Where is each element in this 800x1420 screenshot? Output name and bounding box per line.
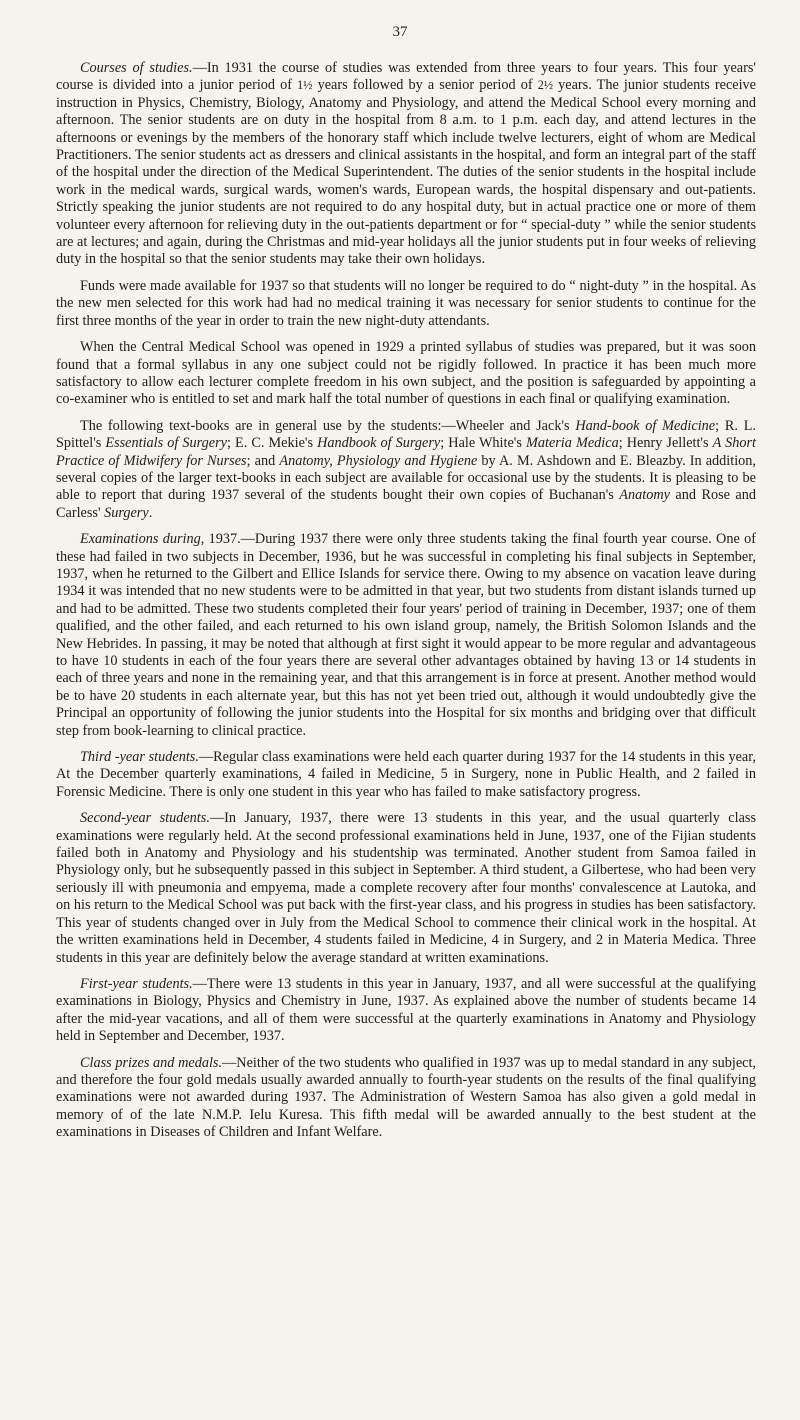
paragraph-first-year: [56, 976, 756, 1046]
text-run: When the Central Medical School was opened in 1929 a printed syllabus of studies was prepared, but it was soon found that a formal syllabus in any one subject could not be rigidly followed. In practice it has been much more satisfactory to allow each lecturer complete freedom in his own subject, and the position is safeguarded by appointing a co-examiner who is entitled to set and mark half the total number of questions in each final or qualifying examination.: [56, 339, 756, 408]
book-title: Anatomy, Physiology and Hygiene: [279, 452, 478, 469]
paragraph-class-prizes: [56, 1055, 756, 1142]
text-run: 1½: [297, 78, 313, 93]
paragraph-funds: [56, 278, 756, 330]
paragraph-heading: Third -year students.: [80, 749, 199, 766]
paragraph-heading: Examinations during: [80, 531, 201, 548]
book-title: Hand-book of Medicine: [575, 417, 716, 434]
paragraph-heading: Courses of studies.: [80, 60, 193, 76]
paragraph-courses: [56, 60, 756, 269]
text-run: —There were 13 students in this year in January, 1937, and all were successful at the qualifying examinations in Biology, Physics and Chemistry in June, 1937. As explained above the number of students became 14 after the mid-year vacations, and all of them were successful at the quarterly examinations in Anatomy and Physiology held in September and December, 1937.: [56, 975, 756, 1045]
text-run: —Neither of the two students who qualified in 1937 was up to medal standard in any subject, and therefore the four gold medals usually awarded annually to fourth-year students on the results of the final qualifying examinations were not awarded during 1937. The Administration of Western Samoa has also given a gold medal in memory of of the late N.M.P. Ielu Kuresa. This fifth medal will be awarded annually to the best student at the examinations in Diseases of Children and Infant Welfare.: [56, 1054, 756, 1141]
text-run: —In 1931 the course of studies was extended from three years to four years. This four years' course is divided into a junior period of: [56, 60, 756, 94]
document-body: [56, 60, 756, 1151]
paragraph-heading: Second-year students.: [80, 810, 210, 827]
book-title: Surgery: [104, 504, 149, 521]
paragraph-heading: Class prizes and medals.: [80, 1054, 223, 1071]
book-title: Anatomy: [619, 487, 670, 504]
text-run: Funds were made available for 1937 so that students will no longer be required to do “ night-duty ” in the hospital. As the new men selected for this work had had no medical training it was necessary for senior students to continue for the first three months of the year in order to train the new night-duty attendants.: [56, 277, 756, 329]
text-run: years. The junior students receive instruction in Physics, Chemistry, Biology, Anatomy and Physiology, and attend the Medical School every morning and afternoon. The senior students are on duty in the hospital from 8 a.m. to 1 p.m. each day, and attend lectures in the afternoons or evenings by the members of the honorary staff which include twelve lecturers, eight of whom are Medical Practitioners. The senior students act as dressers and clinical assistants in the hospital, and form an integral part of the staff of the hospital under the direction of the Medical Superintendent. The duties of the senior students in the hospital include work in the medical wards, surgical wards, women's wards, European wards, the hospital dispensary and out-patients. Strictly speaking the junior students are not required to do any hospital duty, but in actual practice one or more of them volunteer every afternoon for relieving duty in the out-patients department or for “ special-duty ” while the senior students are at lectures; and again, during the Christmas and mid-year holidays all the junior students put in four weeks of relieving duty in the hospital so that the senior students may take their own holidays.: [56, 77, 756, 268]
paragraph-heading: First-year students.: [80, 975, 193, 992]
book-title: A Short Practice of Midwifery for Nurses: [56, 435, 757, 469]
paragraph-second-year: [56, 810, 756, 967]
text-run: years followed by a senior period of: [312, 77, 538, 94]
book-title: Essentials of Surgery: [105, 435, 227, 452]
page-number: 37: [392, 24, 408, 40]
paragraph-central-school: [56, 339, 756, 409]
book-title: Handbook of Surgery: [317, 435, 441, 452]
text-run: and Rose and Carless': [56, 487, 756, 521]
text-run: ; E. C. Mekie's: [227, 435, 318, 452]
text-run: —Regular class examinations were held each quarter during 1937 for the 14 students in this year, At the December quarterly examinations, 4 failed in Medicine, 5 in Surgery, none in Public Health, and 2 failed in Forensic Medicine. There is only one student in this year who has failed to make satisfactory progress.: [56, 749, 756, 800]
paragraph-third-year: [56, 749, 756, 801]
text-run: ; R. L. Spittel's: [56, 417, 756, 452]
text-run: The following text-books are in general use by the students:—Wheeler and Jack's: [80, 417, 576, 434]
text-run: , 1937.—During 1937 there were only three students taking the final fourth year course. One of these had failed in two subjects in December, 1936, but he was successful in completing his final subjects in September, 1937, when he returned to the Gilbert and Ellice Islands for service there. Owing to my absence on vacation leave during 1934 it was intended that no new students were to be admitted in that year, but two students from distant islands turned up and had to be admitted. These two students completed their four years' period of training in December, 1937; one of them qualified, and the other failed, and each returned to his own island group, namely, the British Solomon Islands and the New Hebrides. In passing, it may be noted that although at first sight it would appear to be more regular and advantageous to have 10 students in each of the four years there are several other advantages obtained by having 13 or 14 students in each of three years and none in the remaining year, and that this arrangement is in force at present. Another method would be to have 20 students in each alternate year, but this has not yet been tried out, although it would undoubtedly give the Principal an opportunity of following the junior students into the Hospital for six months and bridging over that difficult step from book-learning to clinical practice.: [56, 531, 756, 739]
text-run: 2½: [537, 78, 554, 93]
paragraph-text-books: [56, 418, 756, 522]
text-run: —In January, 1937, there were 13 students in this year, and the usual quarterly class examinations were regularly held. At the second professional examinations held in June, 1937, one of the Fijian students failed both in Anatomy and Physiology and his studentship was terminated. Another student from Samoa failed in Physiology only, but he subsequently passed in this subject in September. A third student, a Gilbertese, who had been very seriously ill with pneumonia and empyema, made a complete recovery after four months' convalescence at Lautoka, and on his return to the Medical School was put back with the first-year class, and his progress in studies has been satisfactory. This year of students changed over in July from the Medical School to commence their clinical work in the hospital. At the written examinations held in December, 4 students failed in Medicine, 4 in Surgery, and 2 in Materia Medica. Three students in this year are definitely below the average standard at written examinations.: [56, 810, 756, 966]
text-run: ; and: [246, 452, 280, 469]
paragraph-examinations: [56, 531, 756, 740]
text-run: by A. M. Ashdown and E. Bleazby. In addition, several copies of the larger text-books in each subject are available for occasional use by the students. It is pleasing to be able to report that during 1937 several of the students bought their own copies of Buchanan's: [56, 452, 756, 504]
text-run: .: [148, 504, 153, 521]
text-run: ; Hale White's: [440, 435, 526, 452]
text-run: ; Henry Jellett's: [618, 435, 713, 452]
book-title: Materia Medica: [525, 435, 619, 452]
